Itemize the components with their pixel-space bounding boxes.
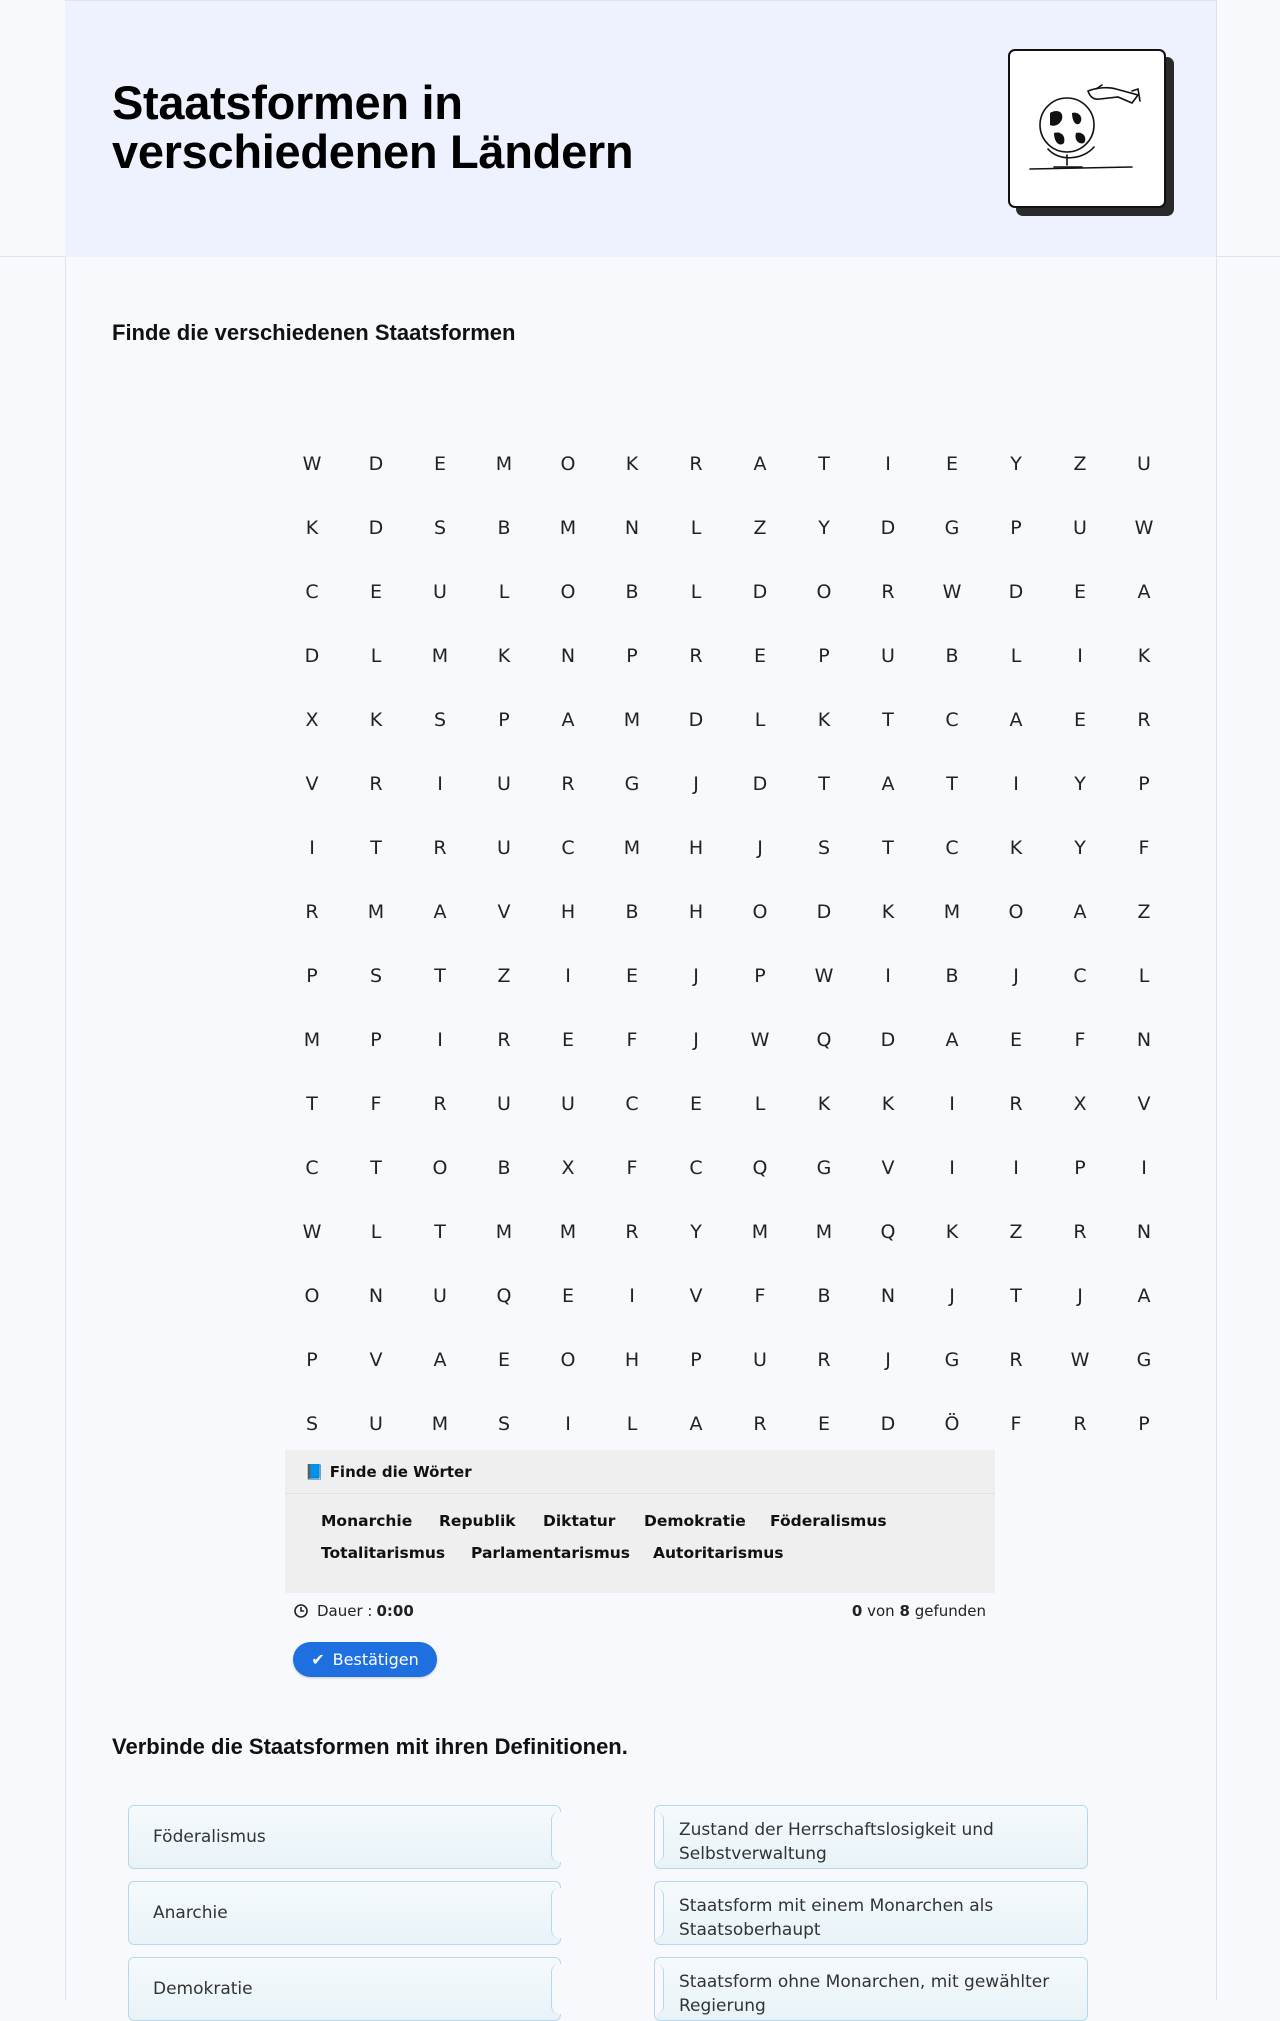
grid-letter[interactable]: C [945,709,959,731]
grid-letter[interactable]: O [816,581,832,603]
grid-letter[interactable]: N [560,645,576,667]
grid-letter[interactable]: W [750,1029,770,1051]
grid-letter[interactable]: U [497,773,511,795]
grid-letter[interactable]: M [431,645,449,667]
grid-letter[interactable]: S [497,1413,511,1435]
grid-letter[interactable]: K [881,901,895,923]
grid-letter[interactable]: E [369,581,382,603]
grid-letter[interactable]: M [303,1029,321,1051]
grid-letter[interactable]: H [688,837,704,859]
grid-letter[interactable]: I [437,773,443,795]
word-item: Republik [439,1512,516,1530]
grid-letter[interactable]: B [625,581,639,603]
grid-letter[interactable]: M [367,901,385,923]
grid-letter[interactable]: I [437,1029,443,1051]
grid-letter[interactable]: L [1138,965,1150,987]
grid-letter[interactable]: V [369,1349,383,1371]
grid-letter[interactable]: P [690,1349,702,1371]
grid-letter[interactable]: I [1077,645,1083,667]
grid-letter[interactable]: T [818,453,830,475]
grid-letter[interactable]: Z [497,965,511,987]
grid-letter[interactable]: E [689,1093,702,1115]
grid-letter[interactable]: R [689,453,703,475]
grid-letter[interactable]: L [370,1221,382,1243]
grid-letter[interactable]: R [817,1349,831,1371]
grid-letter[interactable]: C [625,1093,639,1115]
grid-letter[interactable]: Q [752,1157,768,1179]
grid-letter[interactable]: C [305,581,319,603]
grid-letter[interactable]: J [949,1285,955,1307]
grid-letter[interactable]: H [688,901,704,923]
grid-letter[interactable]: M [559,1221,577,1243]
grid-letter[interactable]: O [752,901,768,923]
grid-letter[interactable]: M [623,709,641,731]
grid-letter[interactable]: D [752,773,768,795]
grid-letter[interactable]: F [370,1093,382,1115]
grid-letter[interactable]: P [306,965,318,987]
grid-letter[interactable]: O [304,1285,320,1307]
grid-letter[interactable]: S [817,837,831,859]
connector-notch [551,1964,562,2014]
grid-letter[interactable]: I [949,1157,955,1179]
match-definition: Staatsform ohne Monarchen, mit gewählter Regierung [679,1972,1050,2016]
grid-letter[interactable]: Y [1074,837,1086,859]
grid-letter[interactable]: R [1009,1349,1023,1371]
word-list-panel [285,1450,995,1593]
found-count: 0 [851,1602,863,1620]
grid-letter[interactable]: J [1013,965,1019,987]
grid-letter[interactable]: X [1073,1093,1087,1115]
grid-letter[interactable]: D [368,517,384,539]
grid-letter[interactable]: E [497,1349,510,1371]
match-definition-card[interactable] [654,1881,1088,1945]
grid-letter[interactable]: C [945,837,959,859]
match-term-card[interactable] [128,1881,561,1945]
grid-letter[interactable]: W [302,1221,322,1243]
word-list-title: Finde die Wörter [329,1462,472,1481]
grid-letter[interactable]: M [623,837,641,859]
grid-letter[interactable]: R [433,837,447,859]
grid-letter[interactable]: J [693,1029,699,1051]
grid-letter[interactable]: R [305,901,319,923]
grid-letter[interactable]: S [433,709,447,731]
grid-letter[interactable]: P [1138,1413,1150,1435]
found-label: gefunden [914,1602,986,1620]
grid-letter[interactable]: T [946,773,958,795]
grid-letter[interactable]: I [1013,773,1019,795]
clock-icon [293,1603,309,1619]
grid-letter[interactable]: A [1137,1285,1151,1307]
grid-letter[interactable]: L [754,1093,766,1115]
grid-letter[interactable]: T [434,965,446,987]
grid-letter[interactable]: S [369,965,383,987]
grid-letter[interactable]: W [942,581,962,603]
grid-letter[interactable]: L [754,709,766,731]
grid-letter[interactable]: I [885,453,891,475]
grid-letter[interactable]: A [1137,581,1151,603]
page-guide-right [1216,0,1217,2000]
grid-letter[interactable]: L [690,517,702,539]
grid-letter[interactable]: U [881,645,895,667]
grid-letter[interactable]: K [881,1093,895,1115]
grid-letter[interactable]: J [885,1349,891,1371]
grid-letter[interactable]: M [559,517,577,539]
grid-letter[interactable]: A [433,1349,447,1371]
grid-letter[interactable]: B [497,517,511,539]
grid-letter[interactable]: E [1073,709,1086,731]
book-icon: 📘 [305,1462,324,1481]
word-item: Demokratie [644,1512,746,1530]
confirm-button[interactable] [293,1642,437,1677]
grid-letter[interactable]: D [752,581,768,603]
timer-label: Dauer : [317,1602,373,1620]
grid-letter[interactable]: J [693,965,699,987]
grid-letter[interactable]: V [881,1157,895,1179]
grid-letter[interactable]: P [626,645,638,667]
grid-letter[interactable]: N [1136,1029,1152,1051]
grid-letter[interactable]: A [1009,709,1023,731]
grid-letter[interactable]: D [1008,581,1024,603]
grid-letter[interactable]: M [815,1221,833,1243]
grid-letter[interactable]: V [689,1285,703,1307]
grid-letter[interactable]: J [693,773,699,795]
grid-letter[interactable]: L [498,581,510,603]
grid-letter[interactable]: I [1141,1157,1147,1179]
grid-letter[interactable]: G [816,1157,832,1179]
grid-letter[interactable]: R [497,1029,511,1051]
grid-letter[interactable]: G [624,773,640,795]
grid-letter[interactable]: V [497,901,511,923]
wordsearch-grid[interactable] [280,432,1154,1435]
grid-letter[interactable]: Z [1137,901,1151,923]
grid-letter[interactable]: I [565,1413,571,1435]
grid-letter[interactable]: U [561,1093,575,1115]
grid-letter[interactable]: L [370,645,382,667]
grid-letter[interactable]: E [817,1413,830,1435]
grid-letter[interactable]: D [816,901,832,923]
grid-letter[interactable]: E [433,453,446,475]
match-definition-card[interactable] [654,1957,1088,2021]
grid-letter[interactable]: N [880,1285,896,1307]
grid-letter[interactable]: G [944,1349,960,1371]
grid-letter[interactable]: I [629,1285,635,1307]
grid-letter[interactable]: K [305,517,319,539]
grid-letter[interactable]: W [814,965,834,987]
grid-letter[interactable]: M [495,1221,513,1243]
grid-letter[interactable]: R [881,581,895,603]
connector-notch [551,1888,562,1938]
grid-letter[interactable]: R [689,645,703,667]
grid-letter[interactable]: D [880,1029,896,1051]
grid-letter[interactable]: S [305,1413,319,1435]
grid-letter[interactable]: U [1137,453,1151,475]
grid-letter[interactable]: L [626,1413,638,1435]
grid-letter[interactable]: G [1136,1349,1152,1371]
word-item: Parlamentarismus [471,1544,630,1562]
grid-letter[interactable]: P [1074,1157,1086,1179]
total-count: 8 [899,1602,910,1620]
grid-letter[interactable]: A [881,773,895,795]
grid-letter[interactable]: K [1009,837,1023,859]
match-term: Demokratie [153,1979,253,1999]
grid-letter[interactable]: D [688,709,704,731]
grid-letter[interactable]: W [1070,1349,1090,1371]
grid-letter[interactable]: M [943,901,961,923]
grid-letter[interactable]: F [626,1029,638,1051]
grid-letter[interactable]: B [625,901,639,923]
grid-letter[interactable]: C [561,837,575,859]
grid-letter[interactable]: O [432,1157,448,1179]
grid-letter[interactable]: I [1013,1157,1019,1179]
grid-letter[interactable]: I [949,1093,955,1115]
grid-letter[interactable]: T [1010,1285,1022,1307]
grid-letter[interactable]: B [817,1285,831,1307]
grid-letter[interactable]: O [560,453,576,475]
grid-letter[interactable]: K [945,1221,959,1243]
grid-letter[interactable]: F [626,1157,638,1179]
grid-letter[interactable]: T [818,773,830,795]
grid-letter[interactable]: K [1137,645,1151,667]
grid-letter[interactable]: Y [1074,773,1086,795]
found-of: von [867,1602,895,1620]
found-counter [852,1602,986,1620]
grid-letter[interactable]: Q [880,1221,896,1243]
grid-letter[interactable]: P [306,1349,318,1371]
grid-letter[interactable]: A [433,901,447,923]
grid-letter[interactable]: G [944,517,960,539]
grid-letter[interactable]: U [497,1093,511,1115]
grid-letter[interactable]: U [753,1349,767,1371]
grid-letter[interactable]: C [1073,965,1087,987]
grid-letter[interactable]: M [495,453,513,475]
word-item: Föderalismus [770,1512,887,1530]
grid-letter[interactable]: R [1073,1221,1087,1243]
grid-letter[interactable]: F [1138,837,1150,859]
grid-letter[interactable]: B [945,645,959,667]
word-item: Diktatur [543,1512,616,1530]
grid-letter[interactable]: J [1077,1285,1083,1307]
grid-letter[interactable]: O [1008,901,1024,923]
grid-letter[interactable]: T [370,837,382,859]
grid-letter[interactable]: S [433,517,447,539]
grid-letter[interactable]: H [624,1349,640,1371]
grid-letter[interactable]: Y [1010,453,1022,475]
connector-notch [654,1812,664,1862]
grid-letter[interactable]: N [1136,1221,1152,1243]
word-item: Monarchie [321,1512,413,1530]
grid-letter[interactable]: M [431,1413,449,1435]
grid-letter[interactable]: W [302,453,322,475]
grid-letter[interactable]: I [885,965,891,987]
grid-letter[interactable]: F [1010,1413,1022,1435]
grid-letter[interactable]: U [497,837,511,859]
grid-letter[interactable]: R [753,1413,767,1435]
grid-letter[interactable]: Q [496,1285,512,1307]
grid-letter[interactable]: E [1073,581,1086,603]
grid-letter[interactable]: H [560,901,576,923]
grid-letter[interactable]: P [754,965,766,987]
grid-letter[interactable]: Y [818,517,830,539]
grid-letter[interactable]: R [369,773,383,795]
grid-letter[interactable]: Z [1009,1221,1023,1243]
match-definition: Staatsform mit einem Monarchen als Staatsoberhaupt [679,1896,994,1940]
grid-letter[interactable]: C [305,1157,319,1179]
grid-letter[interactable]: E [625,965,638,987]
grid-letter[interactable]: R [433,1093,447,1115]
check-icon: ✔ [311,1650,325,1669]
grid-letter[interactable]: A [945,1029,959,1051]
match-term: Föderalismus [153,1827,266,1847]
grid-letter[interactable]: R [1009,1093,1023,1115]
grid-letter[interactable]: P [818,645,830,667]
connector-notch [551,1812,562,1862]
grid-letter[interactable]: X [561,1157,575,1179]
grid-letter[interactable]: K [497,645,511,667]
grid-letter[interactable]: E [1009,1029,1022,1051]
grid-letter[interactable]: R [1073,1413,1087,1435]
grid-letter[interactable]: O [560,1349,576,1371]
match-term-card[interactable] [128,1805,561,1869]
grid-letter[interactable]: P [1010,517,1022,539]
timer [293,1602,414,1620]
grid-letter[interactable]: P [370,1029,382,1051]
word-item: Autoritarismus [653,1544,784,1562]
grid-letter[interactable]: T [370,1157,382,1179]
grid-letter[interactable]: K [369,709,383,731]
grid-letter[interactable]: N [368,1285,384,1307]
match-definition: Zustand der Herrschaftslosigkeit und Selbstverwaltung [679,1820,994,1864]
timer-value: 0:00 [376,1602,414,1620]
grid-letter[interactable]: K [817,709,831,731]
grid-letter[interactable]: A [561,709,575,731]
connector-notch [654,1888,664,1938]
grid-letter[interactable]: U [433,581,447,603]
grid-letter[interactable]: C [689,1157,703,1179]
grid-letter[interactable]: E [753,645,766,667]
grid-letter[interactable]: X [305,709,319,731]
grid-letter[interactable]: W [1134,517,1154,539]
grid-letter[interactable]: J [757,837,763,859]
grid-letter[interactable]: U [433,1285,447,1307]
grid-letter[interactable]: I [565,965,571,987]
grid-letter[interactable]: A [1073,901,1087,923]
grid-letter[interactable]: L [1010,645,1022,667]
grid-letter[interactable]: K [817,1093,831,1115]
grid-letter[interactable]: P [498,709,510,731]
wordsearch-title: Finde die verschiedenen Staatsformen [112,320,516,345]
grid-letter[interactable]: R [1137,709,1151,731]
grid-letter[interactable]: P [1138,773,1150,795]
matching-title: Verbinde die Staatsformen mit ihren Definitionen. [112,1734,628,1759]
word-list-header [285,1450,995,1494]
grid-letter[interactable]: L [690,581,702,603]
grid-letter[interactable]: F [754,1285,766,1307]
page-guide-left [65,0,66,2000]
grid-letter[interactable]: V [305,773,319,795]
grid-letter[interactable]: T [882,709,894,731]
match-definition-card[interactable] [654,1805,1088,1869]
grid-letter[interactable]: M [751,1221,769,1243]
grid-letter[interactable]: A [753,453,767,475]
grid-letter[interactable]: T [306,1093,318,1115]
grid-letter[interactable]: T [882,837,894,859]
grid-letter[interactable]: E [561,1285,574,1307]
grid-letter[interactable]: B [945,965,959,987]
globe-hand-illustration [1008,49,1166,208]
grid-letter[interactable]: B [497,1157,511,1179]
grid-letter[interactable]: R [561,773,575,795]
grid-letter[interactable]: U [369,1413,383,1435]
grid-letter[interactable]: R [625,1221,639,1243]
grid-letter[interactable]: D [304,645,320,667]
grid-letter[interactable]: A [689,1413,703,1435]
grid-letter[interactable]: T [434,1221,446,1243]
grid-letter[interactable]: Y [690,1221,702,1243]
connector-notch [654,1964,664,2014]
grid-letter[interactable]: D [880,1413,896,1435]
grid-letter[interactable]: F [1074,1029,1086,1051]
match-term-card[interactable] [128,1957,561,2021]
page-title: Staatsformen in verschiedenen Ländern [112,76,634,178]
grid-letter[interactable]: E [561,1029,574,1051]
grid-letter[interactable]: K [625,453,639,475]
grid-letter[interactable]: Ö [944,1413,960,1435]
globe-icon [1010,51,1164,206]
grid-letter[interactable]: Z [1073,453,1087,475]
grid-letter[interactable]: Q [816,1029,832,1051]
grid-letter[interactable]: O [560,581,576,603]
word-item: Totalitarismus [321,1544,446,1562]
grid-letter[interactable]: I [309,837,315,859]
grid-letter[interactable]: N [624,517,640,539]
grid-letter[interactable]: D [368,453,384,475]
confirm-label: Bestätigen [332,1650,419,1669]
match-term: Anarchie [153,1903,228,1923]
grid-letter[interactable]: D [880,517,896,539]
grid-letter[interactable]: Z [753,517,767,539]
grid-letter[interactable]: E [945,453,958,475]
grid-letter[interactable]: U [1073,517,1087,539]
grid-letter[interactable]: V [1137,1093,1151,1115]
